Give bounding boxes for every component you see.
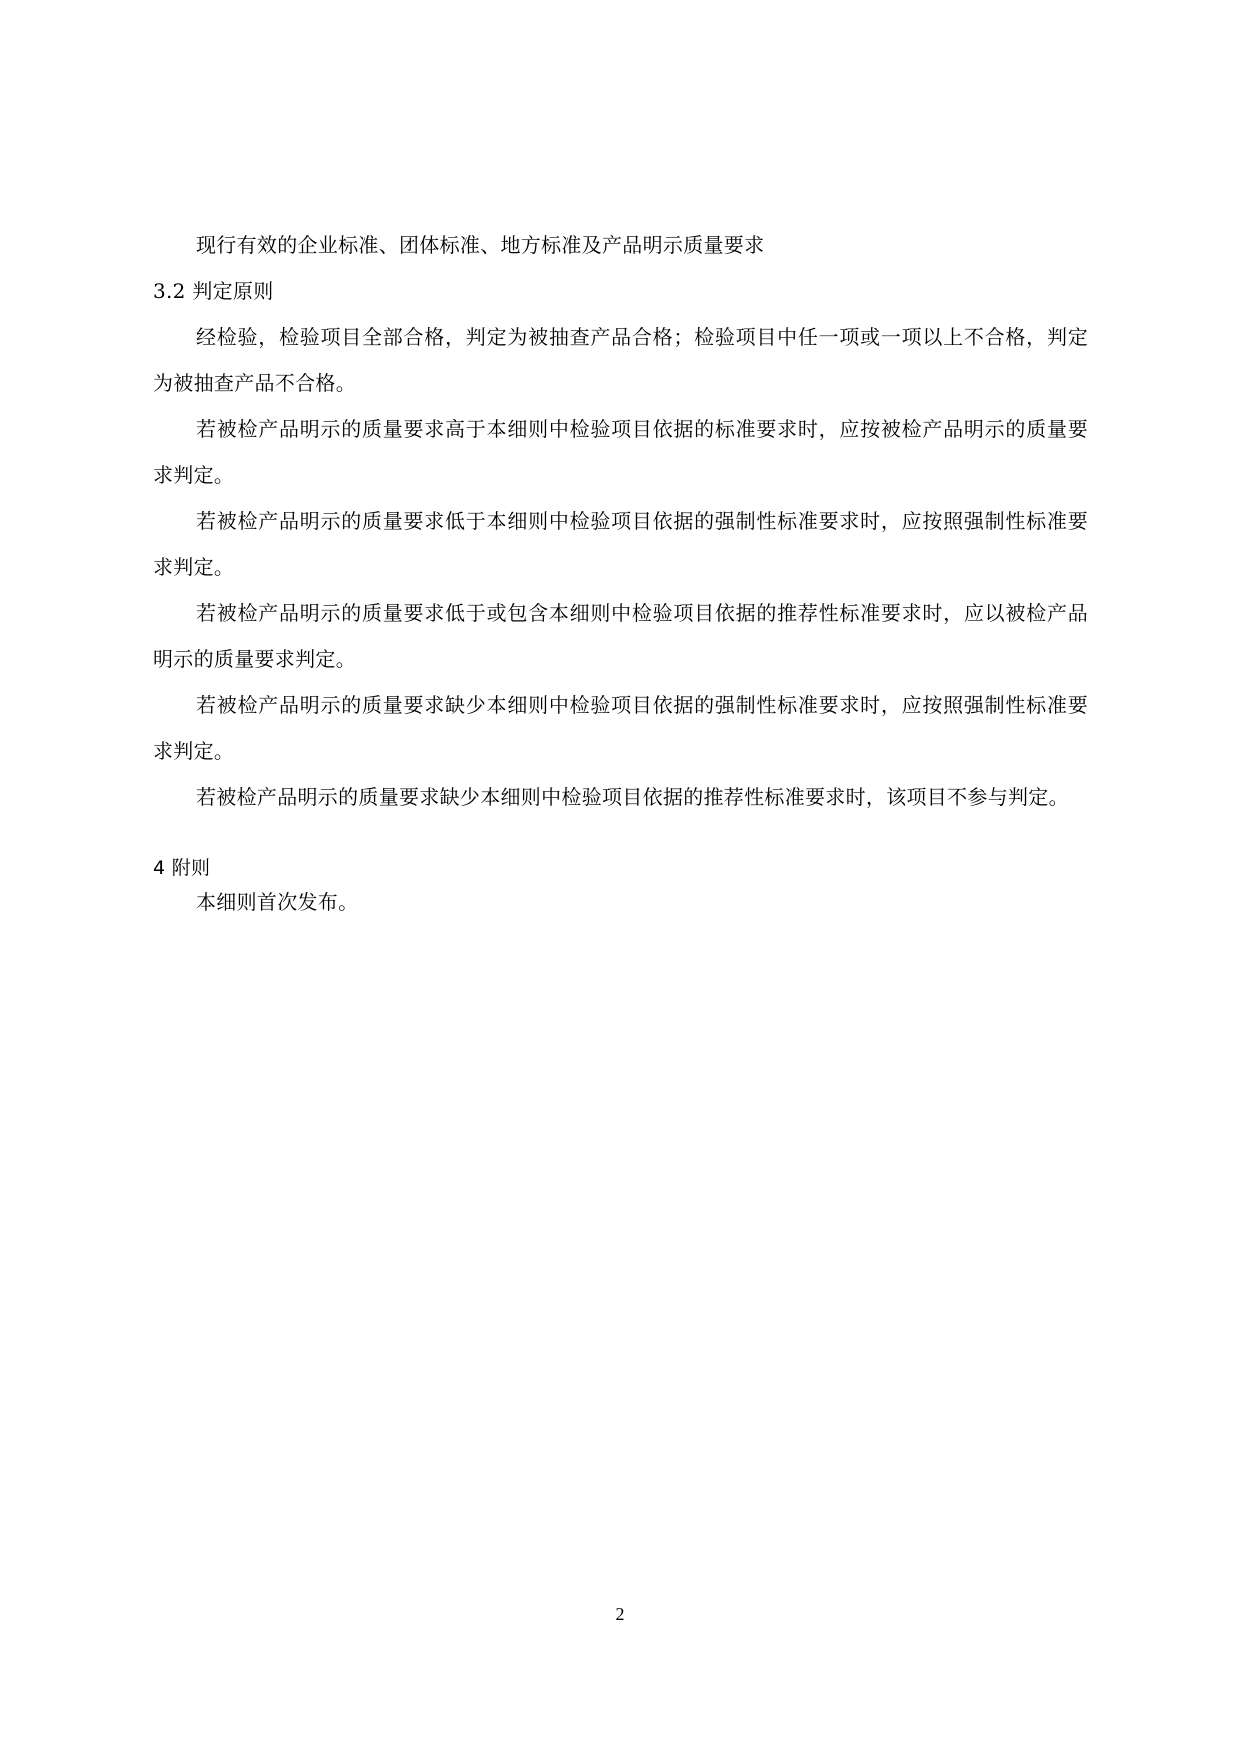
- paragraph-missing-recommended: 若被检产品明示的质量要求缺少本细则中检验项目依据的推荐性标准要求时，该项目不参与判定。: [196, 785, 1069, 809]
- section-heading-3-2: 3.2 判定原则: [153, 279, 274, 303]
- paragraph-lower-mandatory: 若被检产品明示的质量要求低于本细则中检验项目依据的强制性标准要求时，应按照强制性标准要求判定。: [153, 509, 1088, 579]
- section-heading-4: 4 附则: [153, 857, 211, 879]
- paragraph-standards-list: 现行有效的企业标准、团体标准、地方标准及产品明示质量要求: [196, 233, 765, 257]
- document-body: [153, 222, 1088, 918]
- paragraph-missing-mandatory: 若被检产品明示的质量要求缺少本细则中检验项目依据的强制性标准要求时，应按照强制性标准要求判定。: [153, 693, 1088, 763]
- page-number: 2: [615, 1604, 625, 1624]
- paragraph-judgement-rule: 经检验，检验项目全部合格，判定为被抽查产品合格；检验项目中任一项或一项以上不合格，判定为被抽查产品不合格。: [153, 325, 1088, 395]
- paragraph-lower-recommended: 若被检产品明示的质量要求低于或包含本细则中检验项目依据的推荐性标准要求时，应以被检产品明示的质量要求判定。: [153, 601, 1088, 671]
- paragraph-first-release: 本细则首次发布。: [196, 890, 359, 914]
- paragraph-higher-requirement: 若被检产品明示的质量要求高于本细则中检验项目依据的标准要求时，应按被检产品明示的质量要求判定。: [153, 417, 1088, 487]
